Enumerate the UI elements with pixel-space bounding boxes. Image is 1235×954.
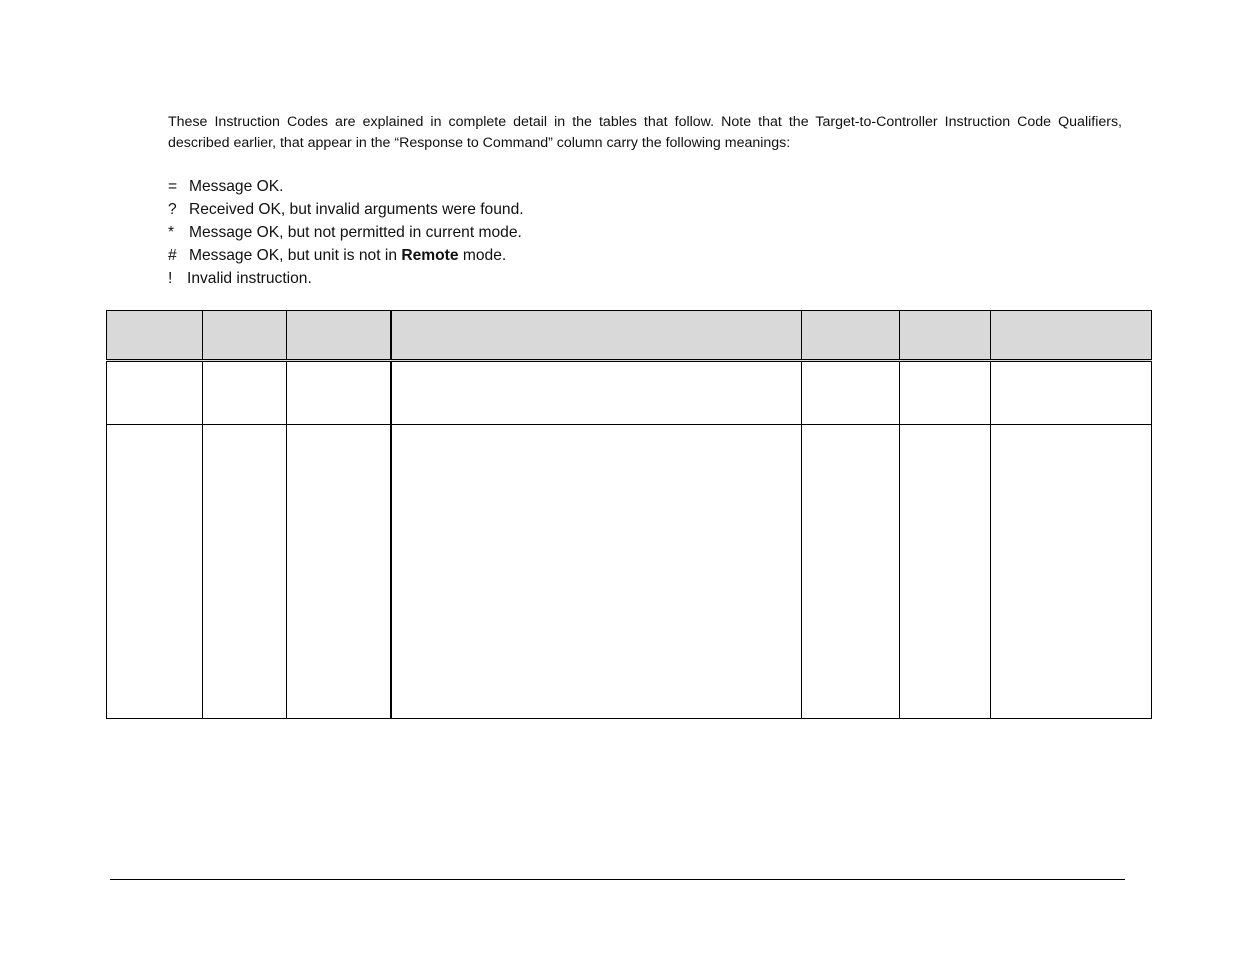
header-cell <box>391 311 802 361</box>
list-item <box>168 175 524 198</box>
table-cell <box>991 425 1152 719</box>
table-cell <box>203 361 287 425</box>
intro-paragraph: These Instruction Codes are explained in complete detail in the tables that follow. Note that the Target-to-Controller Instruction Code Qualifiers, described earlier, that appear in the “Response to Command” column carry the following meanings: <box>168 114 1122 151</box>
table-header-row <box>107 311 1152 361</box>
header-cell <box>900 311 991 361</box>
qualifier-list <box>168 175 524 290</box>
header-cell <box>802 311 900 361</box>
header-cell <box>991 311 1152 361</box>
table-cell <box>802 425 900 719</box>
header-cell <box>107 311 203 361</box>
qualifier-text: Message OK, but unit is not in <box>189 247 402 264</box>
table-cell <box>203 425 287 719</box>
table-cell <box>900 425 991 719</box>
qualifier-text-suffix: mode. <box>458 247 507 264</box>
qualifier-symbol: # <box>168 247 177 264</box>
table-cell <box>287 361 391 425</box>
qualifier-symbol: ? <box>168 201 177 218</box>
table-row <box>107 361 1152 425</box>
qualifier-symbol: * <box>168 224 175 241</box>
qualifier-symbol: ! <box>168 270 173 287</box>
qualifier-text: Message OK. <box>189 178 284 195</box>
table-cell <box>991 361 1152 425</box>
table-cell <box>391 425 802 719</box>
table-cell <box>391 361 802 425</box>
list-item <box>168 244 524 267</box>
table-cell <box>802 361 900 425</box>
qualifier-symbol: = <box>168 178 178 195</box>
table-cell <box>900 361 991 425</box>
instruction-code-table <box>106 310 1152 719</box>
table-cell <box>107 361 203 425</box>
qualifier-text: Invalid instruction. <box>187 270 312 287</box>
qualifier-text: Message OK, but not permitted in current mode. <box>189 224 522 241</box>
header-cell <box>203 311 287 361</box>
list-item <box>168 198 524 221</box>
table-cell <box>107 425 203 719</box>
list-item <box>168 267 524 290</box>
table-cell <box>287 425 391 719</box>
table-row <box>107 425 1152 719</box>
qualifier-text: Received OK, but invalid arguments were found. <box>189 201 524 218</box>
footer-divider <box>110 879 1125 880</box>
remote-mode-term: Remote <box>401 247 459 264</box>
header-cell <box>287 311 391 361</box>
list-item <box>168 221 524 244</box>
